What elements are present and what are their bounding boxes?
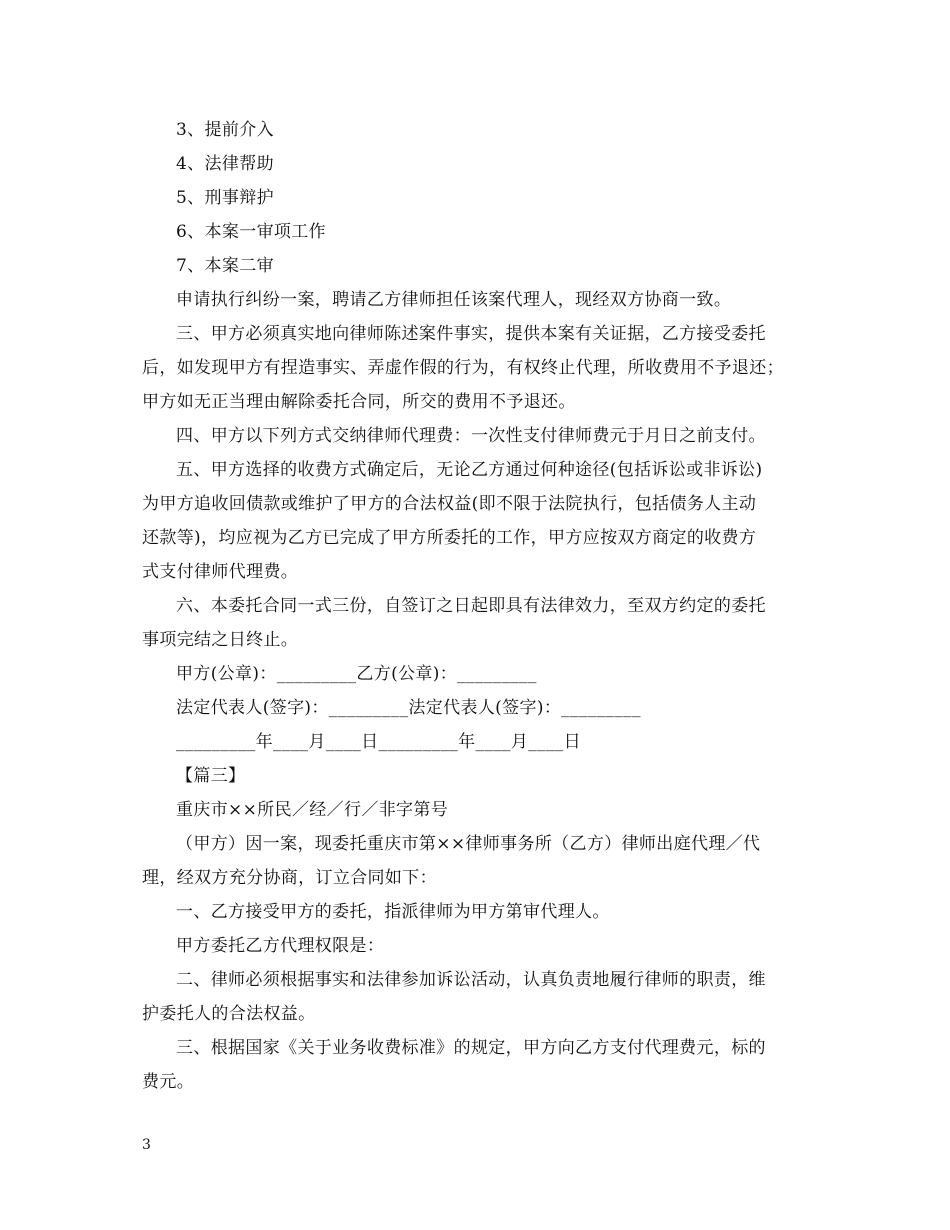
text-line: 三、甲方必须真实地向律师陈述案件事实，提供本案有关证据，乙方接受委托 xyxy=(176,324,766,344)
text-line: 5、刑事辩护 xyxy=(176,188,274,208)
text-line: 4、法律帮助 xyxy=(176,154,274,174)
document-body xyxy=(142,113,812,1099)
text-line: 费元。 xyxy=(142,1072,195,1092)
text-line: 【篇三】 xyxy=(176,766,246,786)
text-line: 甲方委托乙方代理权限是： xyxy=(176,936,385,956)
text-line: 三、根据国家《关于业务收费标准》的规定，甲方向乙方支付代理费元，标的 xyxy=(176,1038,766,1058)
text-line: 后，如发现甲方有捏造事实、弄虚作假的行为，有权终止代理，所收费用不予退还； xyxy=(142,358,784,378)
text-line: _________年____月____日_________年____月____日 xyxy=(176,732,581,752)
text-line: 事项完结之日终止。 xyxy=(142,630,299,650)
text-line: 甲方(公章)：_________乙方(公章)：_________ xyxy=(176,664,537,684)
text-line: 四、甲方以下列方式交纳律师代理费：一次性支付律师费元于月日之前支付。 xyxy=(176,426,766,446)
text-line: （甲方）因一案，现委托重庆市第××律师事务所（乙方）律师出庭代理／代 xyxy=(176,834,761,854)
text-line: 6、本案一审项工作 xyxy=(176,222,326,242)
text-line: 重庆市××所民／经／行／非字第号 xyxy=(176,800,449,820)
page-number: 3 xyxy=(142,1137,151,1153)
text-line: 申请执行纠纷一案，聘请乙方律师担任该案代理人，现经双方协商一致。 xyxy=(176,290,732,310)
text-line: 为甲方追收回债款或维护了甲方的合法权益(即不限于法院执行，包括债务人主动 xyxy=(142,494,757,514)
text-line: 理，经双方充分协商，订立合同如下： xyxy=(142,868,437,888)
text-line: 五、甲方选择的收费方式确定后，无论乙方通过何种途径(包括诉讼或非诉讼) xyxy=(176,460,763,480)
text-line: 法定代表人(签字)：_________法定代表人(签字)：_________ xyxy=(176,698,641,718)
text-line: 7、本案二审 xyxy=(176,256,274,276)
text-line: 3、提前介入 xyxy=(176,120,274,140)
text-line: 六、本委托合同一式三份，自签订之日起即具有法律效力，至双方约定的委托 xyxy=(176,596,766,616)
text-line: 式支付律师代理费。 xyxy=(142,562,299,582)
text-line: 甲方如无正当理由解除委托合同，所交的费用不予退还。 xyxy=(142,392,576,412)
text-line: 护委托人的合法权益。 xyxy=(142,1004,316,1024)
text-line: 二、律师必须根据事实和法律参加诉讼活动，认真负责地履行律师的职责，维 xyxy=(176,970,766,990)
text-line: 还款等)，均应视为乙方已完成了甲方所委托的工作，甲方应按双方商定的收费方 xyxy=(142,528,757,548)
text-line: 一、乙方接受甲方的委托，指派律师为甲方第审代理人。 xyxy=(176,902,610,922)
